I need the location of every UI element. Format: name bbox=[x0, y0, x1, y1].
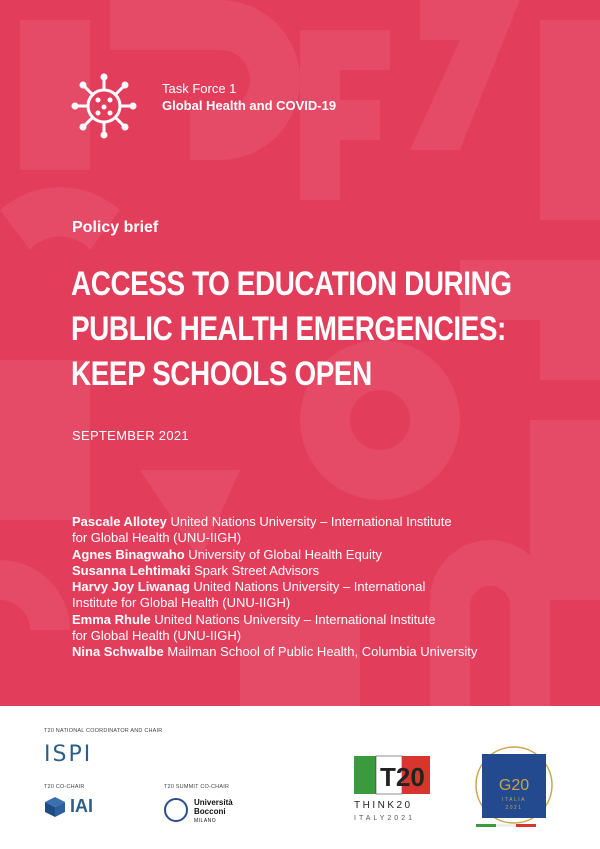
iai-cube-icon bbox=[44, 796, 66, 818]
cochair-label: T20 CO-CHAIR bbox=[44, 784, 85, 790]
author-name: Susanna Lehtimaki bbox=[72, 562, 191, 578]
author-affiliation: University of Global Health Equity bbox=[184, 546, 382, 562]
t20-logo-text: T20 bbox=[380, 762, 425, 792]
virus-icon bbox=[70, 72, 138, 140]
t20-logo bbox=[352, 752, 432, 798]
bocconi-seal-icon bbox=[164, 798, 188, 822]
author-affiliation: Spark Street Advisors bbox=[190, 562, 320, 578]
author-affiliation: United Nations University – International Institute bbox=[166, 514, 452, 529]
author-name: Pascale Allotey bbox=[72, 514, 167, 529]
title-line-3: KEEP SCHOOLS OPEN bbox=[71, 355, 372, 393]
t20-subtitle: ITALY2021 bbox=[354, 815, 415, 822]
author-entry bbox=[72, 644, 572, 660]
author-entry bbox=[72, 579, 572, 612]
author-affiliation: Mailman School of Public Health, Columbia University bbox=[163, 644, 478, 660]
title-line-1: ACCESS TO EDUCATION DURING bbox=[71, 265, 512, 303]
author-name: Nina Schwalbe bbox=[72, 644, 164, 660]
title-line-2: PUBLIC HEALTH EMERGENCIES: bbox=[71, 310, 506, 348]
g20-year: 2021 bbox=[505, 805, 523, 811]
coordinator-label: T20 NATIONAL COORDINATOR AND CHAIR bbox=[44, 728, 163, 734]
author-entry bbox=[72, 563, 572, 579]
bocconi-line-1: Università bbox=[194, 798, 233, 807]
bocconi-city: MILANO bbox=[194, 818, 217, 824]
task-force-header bbox=[70, 72, 337, 140]
document-title bbox=[71, 262, 530, 397]
task-force-topic: Global Health and COVID-19 bbox=[162, 98, 337, 113]
g20-country: ITALIA bbox=[502, 797, 526, 803]
bocconi-logo-text bbox=[194, 798, 233, 816]
author-entry bbox=[72, 514, 572, 547]
author-name: Agnes Binagwaho bbox=[72, 546, 185, 562]
task-force-number: Task Force 1 bbox=[162, 81, 237, 96]
author-entry bbox=[72, 547, 572, 563]
t20-name: THINK20 bbox=[354, 800, 413, 811]
publication-date: SEPTEMBER 2021 bbox=[72, 428, 189, 443]
author-affiliation: United Nations University – International bbox=[189, 579, 426, 595]
author-list bbox=[72, 514, 572, 661]
author-affiliation: United Nations University – International Institute bbox=[150, 611, 436, 627]
iai-logo-text: IAI bbox=[70, 796, 94, 816]
g20-logo bbox=[474, 740, 554, 830]
document-type-label: Policy brief bbox=[72, 219, 159, 236]
g20-name: G20 bbox=[498, 777, 530, 794]
author-affiliation-cont: for Global Health (UNU-IIGH) bbox=[72, 530, 242, 546]
author-affiliation-cont: for Global Health (UNU-IIGH) bbox=[72, 628, 242, 644]
summit-cochair-label: T20 SUMMIT CO-CHAIR bbox=[164, 784, 230, 790]
bocconi-line-2: Bocconi bbox=[194, 807, 226, 816]
task-force-text bbox=[162, 80, 422, 114]
author-affiliation-cont: Institute for Global Health (UNU-IIGH) bbox=[72, 595, 291, 611]
author-name: Emma Rhule bbox=[72, 611, 151, 627]
author-name: Harvy Joy Liwanag bbox=[72, 579, 190, 595]
author-entry bbox=[72, 612, 572, 645]
ispi-logo: ISPI bbox=[44, 742, 93, 767]
